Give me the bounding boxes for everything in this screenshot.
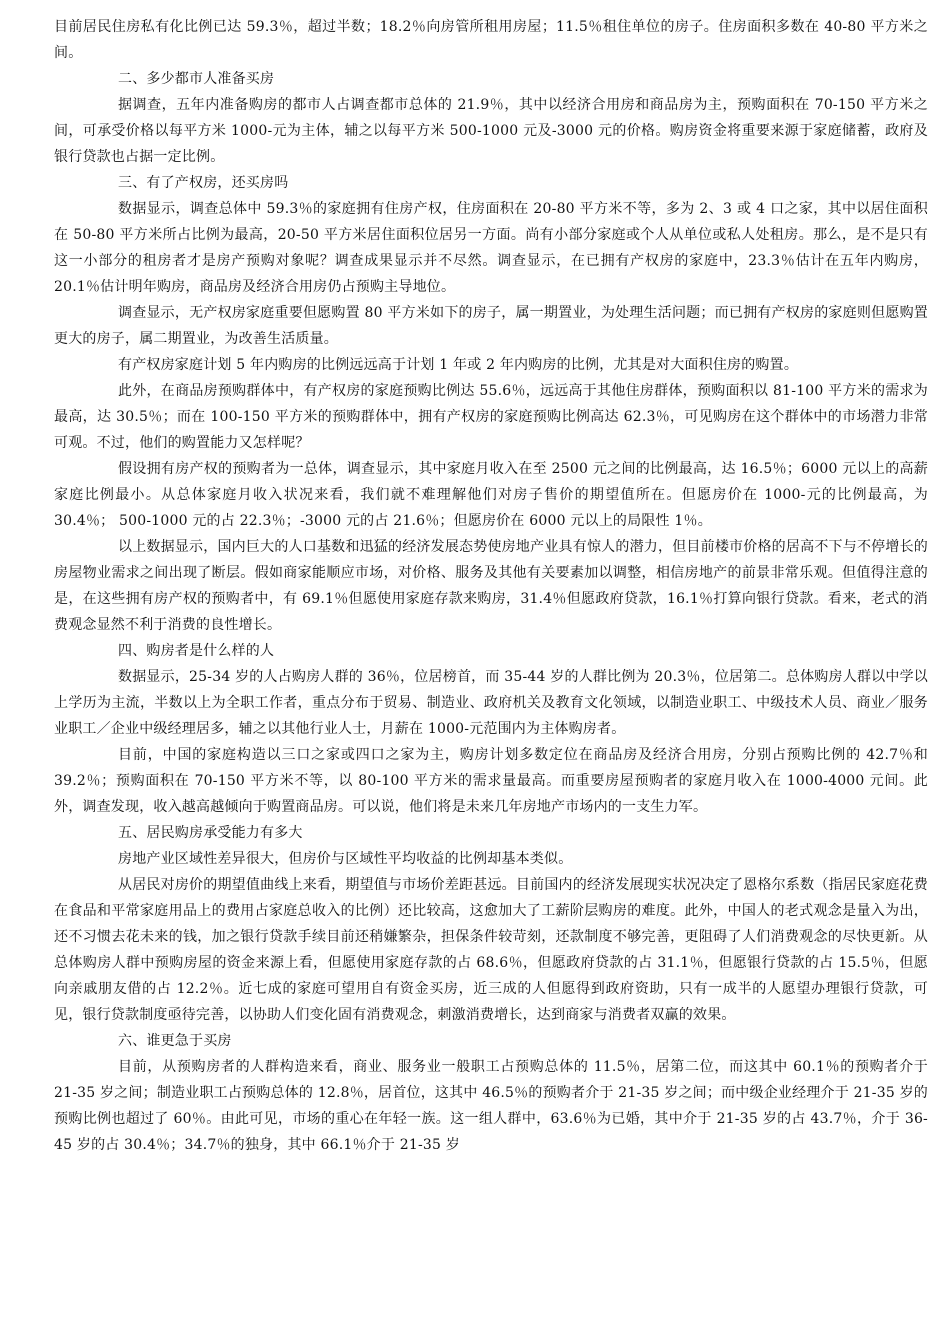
body-paragraph: 目前，中国的家庭构造以三口之家或四口之家为主，购房计划多数定位在商品房及经济合用房，分别占预购比例的 42.7％和 39.2％；预购面积在 70-150 平方米不等，以 80-100 平方米的需求量最高。而重要房屋预购者的家庭月收入在 1000-4000 元间。此外，调查发现，收入越高越倾向于购置商品房。可以说，他们将是未来几年房地产市场内的一支生力军。 <box>54 747 928 815</box>
section-heading: 三、有了产权房，还买房吗 <box>118 175 289 191</box>
section-heading: 二、多少都市人准备买房 <box>118 71 275 87</box>
body-paragraph: 有产权房家庭计划 5 年内购房的比例远远高于计划 1 年或 2 年内购房的比例，尤其是对大面积住房的购置。 <box>118 357 799 373</box>
body-paragraph: 从居民对房价的期望值曲线上来看，期望值与市场价差距甚远。目前国内的经济发展现实状况决定了恩格尔系数（指居民家庭花费在食品和平常家庭用品上的费用占家庭总收入的比例）还比较高，这愈加大了工薪阶层购房的难度。此外，中国人的老式观念是量入为出，还不习惯去花未来的钱，加之银行贷款手续目前还稍嫌繁杂，担保条件较苛刻，还款制度不够完善，更阻碍了人们消费观念的尽快更新。从总体购房人群中预购房屋的资金来源上看，但愿使用家庭存款的占 68.6％，但愿政府贷款的占 31.1％，但愿银行贷款的占 15.5％，但愿向亲戚朋友借的占 12.2％。近七成的家庭可望用自有资金买房，近三成的人但愿得到政府资助，只有一成半的人愿望办理银行贷款，可见，银行贷款制度亟待完善，以协助人们变化固有消费观念，刺激消费增长，达到商家与消费者双赢的效果。 <box>54 877 928 1023</box>
body-paragraph: 假设拥有房产权的预购者为一总体，调查显示，其中家庭月收入在至 2500 元之间的比例最高，达 16.5％；6000 元以上的高薪家庭比例最小。从总体家庭月收入状况来看，我们就不难理解他们对房子售价的期望值所在。但愿房价在 1000-元的比例最高，为 30.4％； 500-1000 元的占 22.3％；-3000 元的占 21.6％；但愿房价在 6000 元以上的局限性 1％。 <box>54 461 928 529</box>
body-paragraph: 目前，从预购房者的人群构造来看，商业、服务业一般职工占预购总体的 11.5％，居第二位，而这其中 60.1％的预购者介于 21-35 岁之间；制造业职工占预购总体的 12.8％，居首位，这其中 46.5％的预购者介于 21-35 岁之间；而中级企业经理介于 21-35 岁的预购比例也超过了 60％。由此可见，市场的重心在年轻一族。这一组人群中，63.6％为已婚，其中介于 21-35 岁的占 43.7％，介于 36-45 岁的占 30.4％；34.7％的独身，其中 66.1％介于 21-35 岁 <box>54 1059 928 1153</box>
body-paragraph: 数据显示，调查总体中 59.3％的家庭拥有住房产权，住房面积在 20-80 平方米不等，多为 2、3 或 4 口之家，其中以居住面积在 50-80 平方米所占比例为最高，20-50 平方米居住面积位居另一方面。尚有小部分家庭或个人从单位或私人处租房。那么，是不是只有这一小部分的租房者才是房产预购对象呢？调查成果显示并不尽然。调查显示，在已拥有产权房的家庭中，23.3％估计在五年内购房，20.1％估计明年购房，商品房及经济合用房仍占预购主导地位。 <box>54 201 928 295</box>
section-heading: 五、居民购房承受能力有多大 <box>118 825 303 841</box>
body-paragraph: 调查显示，无产权房家庭重要但愿购置 80 平方米如下的房子，属一期置业，为处理生活问题；而已拥有产权房的家庭则但愿购置更大的房子，属二期置业，为改善生活质量。 <box>54 305 928 347</box>
body-paragraph: 据调查，五年内准备购房的都市人占调查都市总体的 21.9％，其中以经济合用房和商品房为主，预购面积在 70-150 平方米之间，可承受价格以每平方米 1000-元为主体，辅之以每平方米 500-1000 元及-3000 元的价格。购房资金将重要来源于家庭储蓄，政府及银行贷款也占据一定比例。 <box>54 97 928 165</box>
body-paragraph: 房地产业区域性差异很大，但房价与区域性平均收益的比例却基本类似。 <box>118 851 573 867</box>
body-paragraph: 数据显示，25-34 岁的人占购房人群的 36％，位居榜首，而 35-44 岁的人群比例为 20.3％，位居第二。总体购房人群以中学以上学历为主流，半数以上为全职工作者，重点分布于贸易、制造业、政府机关及教育文化领域，以制造业职工、中级技术人员、商业／服务业职工／企业中级经理居多，辅之以其他行业人士，月薪在 1000-元范围内为主体购房者。 <box>54 669 928 737</box>
body-paragraph: 此外，在商品房预购群体中，有产权房的家庭预购比例达 55.6％，远远高于其他住房群体，预购面积以 81-100 平方米的需求为最高，达 30.5％；而在 100-150 平方米的预购群体中，拥有产权房的家庭预购比例高达 62.3％，可见购房在这个群体中的市场潜力非常可观。不过，他们的购置能力又怎样呢？ <box>54 383 928 451</box>
section-heading: 四、购房者是什么样的人 <box>118 643 275 659</box>
section-heading: 六、谁更急于买房 <box>118 1033 232 1049</box>
body-paragraph: 目前居民住房私有化比例已达 59.3％，超过半数；18.2％向房管所租用房屋；11.5％租住单位的房子。住房面积多数在 40-80 平方米之间。 <box>54 19 928 61</box>
body-paragraph: 以上数据显示，国内巨大的人口基数和迅猛的经济发展态势使房地产业具有惊人的潜力，但目前楼市价格的居高不下与不停增长的房屋物业需求之间出现了断层。假如商家能顺应市场，对价格、服务及其他有关要素加以调整，相信房地产的前景非常乐观。但值得注意的是，在这些拥有房产权的预购者中，有 69.1％但愿使用家庭存款来购房，31.4％但愿政府贷款，16.1％打算向银行贷款。看来，老式的消费观念显然不利于消费的良性增长。 <box>54 539 928 633</box>
